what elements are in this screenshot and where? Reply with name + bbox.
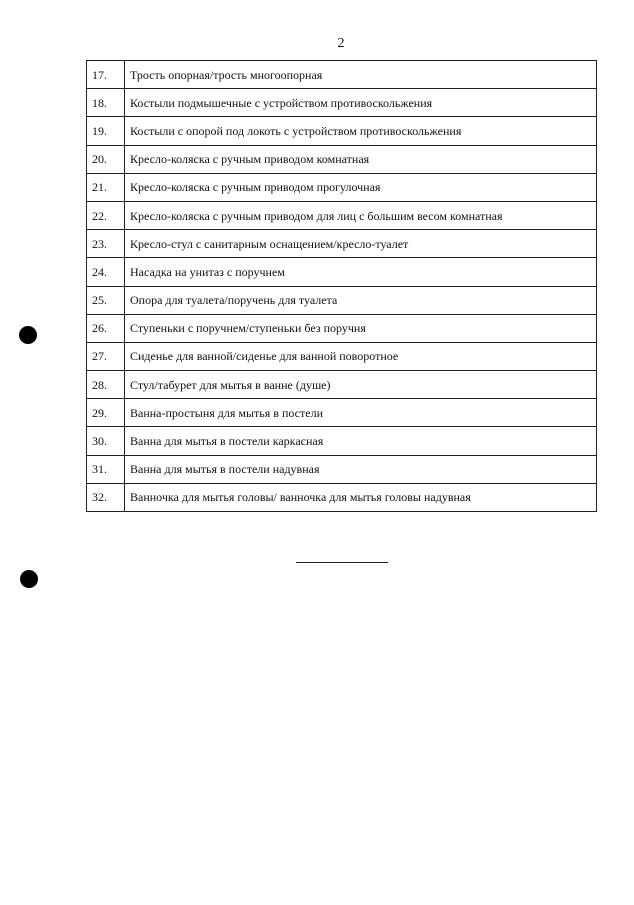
item-number: 23. [87, 230, 125, 258]
item-number: 17. [87, 61, 125, 89]
item-number: 20. [87, 145, 125, 173]
item-number: 28. [87, 371, 125, 399]
table-row [87, 371, 597, 399]
item-number: 25. [87, 286, 125, 314]
punch-hole [19, 326, 37, 344]
table-row [87, 145, 597, 173]
table-row [87, 286, 597, 314]
item-description: Костыли подмышечные с устройством противоскольжения [125, 89, 597, 117]
item-number: 29. [87, 399, 125, 427]
item-number: 30. [87, 427, 125, 455]
table-row [87, 258, 597, 286]
item-number: 31. [87, 455, 125, 483]
table-row [87, 314, 597, 342]
table-row [87, 399, 597, 427]
item-description: Ванночка для мытья головы/ ванночка для мытья головы надувная [125, 483, 597, 511]
item-number: 32. [87, 483, 125, 511]
item-description: Сиденье для ванной/сиденье для ванной поворотное [125, 342, 597, 370]
item-number: 22. [87, 201, 125, 229]
item-number: 19. [87, 117, 125, 145]
end-rule [296, 562, 388, 563]
item-description: Костыли с опорой под локоть с устройством противоскольжения [125, 117, 597, 145]
item-description: Ванна-простыня для мытья в постели [125, 399, 597, 427]
table-row [87, 342, 597, 370]
items-table [86, 60, 597, 512]
table-row [87, 173, 597, 201]
table-row [87, 61, 597, 89]
item-number: 18. [87, 89, 125, 117]
table-row [87, 201, 597, 229]
table-row [87, 117, 597, 145]
item-description: Кресло-коляска с ручным приводом комнатная [125, 145, 597, 173]
item-description: Стул/табурет для мытья в ванне (душе) [125, 371, 597, 399]
table-row [87, 427, 597, 455]
table-row [87, 483, 597, 511]
item-description: Кресло-коляска с ручным приводом для лиц с большим весом комнатная [125, 201, 597, 229]
table-row [87, 89, 597, 117]
item-description: Опора для туалета/поручень для туалета [125, 286, 597, 314]
item-number: 27. [87, 342, 125, 370]
table-row [87, 455, 597, 483]
punch-hole [20, 570, 38, 588]
item-description: Трость опорная/трость многоопорная [125, 61, 597, 89]
item-description: Кресло-коляска с ручным приводом прогулочная [125, 173, 597, 201]
item-description: Ванна для мытья в постели каркасная [125, 427, 597, 455]
item-description: Ванна для мытья в постели надувная [125, 455, 597, 483]
table-row [87, 230, 597, 258]
page-number: 2 [337, 36, 345, 51]
item-description: Кресло-стул с санитарным оснащением/кресло-туалет [125, 230, 597, 258]
item-number: 24. [87, 258, 125, 286]
item-number: 21. [87, 173, 125, 201]
item-description: Насадка на унитаз с поручнем [125, 258, 597, 286]
item-description: Ступеньки с поручнем/ступеньки без поручня [125, 314, 597, 342]
item-number: 26. [87, 314, 125, 342]
